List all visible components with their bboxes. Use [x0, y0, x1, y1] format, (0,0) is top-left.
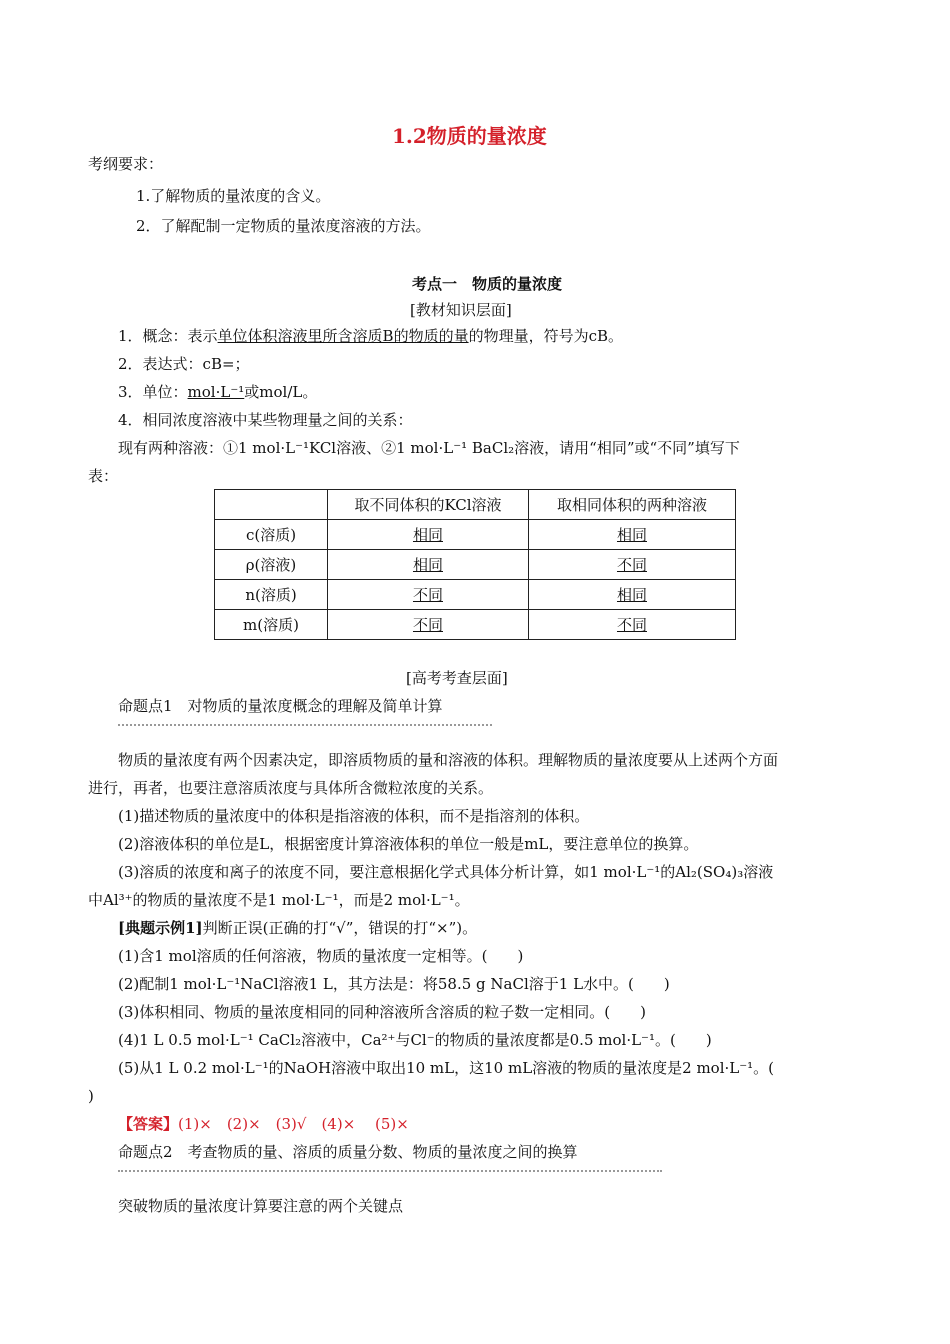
expression-line: 2．表达式：cB=； — [118, 355, 250, 373]
row-label: c(溶质) — [215, 520, 328, 550]
question-item: (3)体积相同、物质的量浓度相同的同种溶液所含溶质的粒子数一定相同。( ) — [118, 1003, 646, 1021]
page-title: 1.2物质的量浓度 — [392, 124, 547, 148]
subsection-label: [教材知识层面] — [410, 301, 512, 319]
concept-line — [118, 326, 623, 346]
solutions-line-end: 表： — [88, 467, 119, 485]
table-cell: 相同 — [328, 550, 529, 580]
concept-prefix: 1．概念：表示 — [118, 327, 218, 345]
question-item: (5)从1 L 0.2 mol·L⁻¹的NaOH溶液中取出10 mL，这10 mL溶液的物质的量浓度是2 mol·L⁻¹。( — [118, 1059, 775, 1077]
paragraph-line: 进行，再者，也要注意溶质浓度与具体所含微粒浓度的关系。 — [88, 779, 494, 797]
table-cell: 不同 — [328, 580, 529, 610]
question-item: (2)配制1 mol·L⁻¹NaCl溶液1 L，其方法是：将58.5 g NaCl溶于1 L水中。( ) — [118, 975, 670, 993]
concept-suffix: 的物理量，符号为cB。 — [468, 327, 624, 345]
note-item: (1)描述物质的量浓度中的体积是指溶液的体积，而不是指溶剂的体积。 — [118, 807, 590, 825]
requirement-item: 1.了解物质的量浓度的含义。 — [136, 187, 331, 205]
answer-line — [118, 1114, 409, 1134]
unit-prefix: 3．单位： — [118, 383, 188, 401]
subsection-label: [高考考查层面] — [406, 669, 508, 687]
unit-line — [118, 382, 317, 402]
table-header-cell: 取不同体积的KCl溶液 — [328, 490, 529, 520]
table-cell: 相同 — [328, 520, 529, 550]
table-row — [215, 580, 736, 610]
table-cell: 不同 — [328, 610, 529, 640]
table-row — [215, 550, 736, 580]
requirement-item: 2．了解配制一定物质的量浓度溶液的方法。 — [136, 217, 431, 235]
unit-value: mol·L⁻¹ — [187, 383, 245, 401]
question-item: (1)含1 mol溶质的任何溶液，物质的量浓度一定相等。( ) — [118, 947, 524, 965]
row-label: ρ(溶液) — [215, 550, 328, 580]
unit-suffix: 或mol/L。 — [244, 383, 318, 401]
table-cell: 不同 — [529, 550, 736, 580]
table-cell: 不同 — [529, 610, 736, 640]
question-item-end: ) — [88, 1087, 94, 1105]
table-header-row — [215, 490, 736, 520]
section-heading: 考点一 物质的量浓度 — [412, 275, 563, 293]
example-line — [118, 918, 477, 938]
note-item: (2)溶液体积的单位是L，根据密度计算溶液体积的单位一般是mL，要注意单位的换算。 — [118, 835, 699, 853]
answer-text: (1)× (2)× (3)√ (4)× (5)× — [178, 1115, 409, 1133]
table-header-cell — [215, 490, 328, 520]
answer-label: 【答案】 — [118, 1115, 179, 1133]
solutions-line: 现有两种溶液：①1 mol·L⁻¹KCl溶液、②1 mol·L⁻¹ BaCl₂溶液，请用“相同”或“不同”填写下 — [118, 439, 740, 457]
concept-definition: 单位体积溶液里所含溶质B的物质的量 — [217, 327, 469, 345]
example-text: 判断正误(正确的打“√”，错误的打“×”)。 — [202, 919, 478, 937]
wavy-underline — [118, 718, 492, 726]
row-label: n(溶质) — [215, 580, 328, 610]
requirements-heading: 考纲要求： — [88, 155, 164, 173]
note-item: (3)溶质的浓度和离子的浓度不同，要注意根据化学式具体分析计算，如1 mol·L⁻¹的Al₂(SO₄)₃溶液 — [118, 863, 774, 881]
table-cell: 相同 — [529, 520, 736, 550]
relation-line: 4．相同浓度溶液中某些物理量之间的关系： — [118, 411, 413, 429]
example-label: [典题示例1] — [118, 919, 203, 937]
paragraph-line: 物质的量浓度有两个因素决定，即溶质物质的量和溶液的体积。理解物质的量浓度要从上述两个方面 — [118, 751, 779, 769]
point-heading: 命题点2 考查物质的量、溶质的质量分数、物质的量浓度之间的换算 — [118, 1143, 578, 1161]
point-heading: 命题点1 对物质的量浓度概念的理解及简单计算 — [118, 697, 443, 715]
closing-line: 突破物质的量浓度计算要注意的两个关键点 — [118, 1197, 404, 1215]
table-header-cell: 取相同体积的两种溶液 — [529, 490, 736, 520]
question-item: (4)1 L 0.5 mol·L⁻¹ CaCl₂溶液中，Ca²⁺与Cl⁻的物质的量浓度都是0.5 mol·L⁻¹。( ) — [118, 1031, 712, 1049]
note-item-end: 中Al³⁺的物质的量浓度不是1 mol·L⁻¹，而是2 mol·L⁻¹。 — [88, 891, 470, 909]
comparison-table — [214, 489, 736, 640]
table-row — [215, 610, 736, 640]
row-label: m(溶质) — [215, 610, 328, 640]
table-row — [215, 520, 736, 550]
wavy-underline — [118, 1164, 662, 1172]
table-cell: 相同 — [529, 580, 736, 610]
